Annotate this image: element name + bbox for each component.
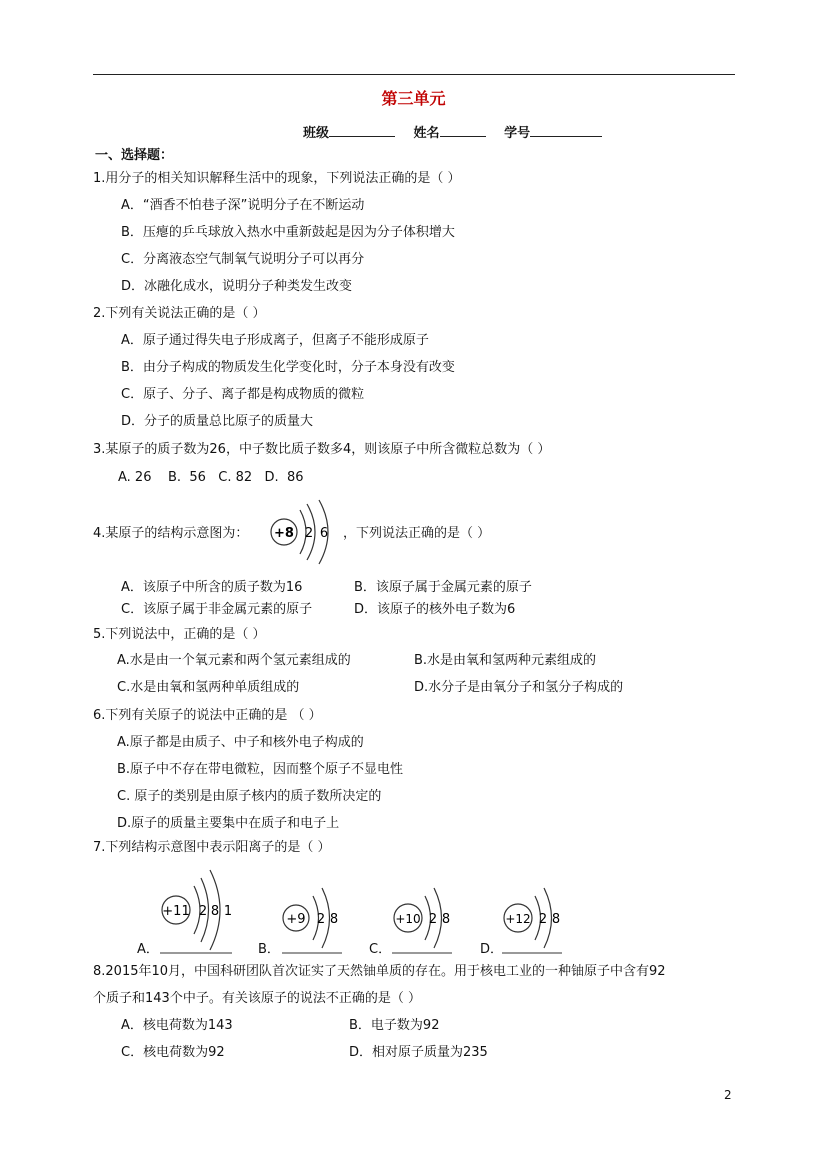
q4-option-c: C．该原子属于非金属元素的原子 [121,602,313,617]
q7-stem: 7.下列结构示意图中表示阳离子的是（ ） [93,840,331,855]
q2-option-b: B．由分子构成的物质发生化学变化时，分子本身没有改变 [121,360,455,375]
q7a-shell-1: 2 [198,904,208,919]
q8-option-b: B．电子数为92 [349,1018,440,1033]
q3-stem: 3.某原子的质子数为26，中子数比质子数多4，则该原子中所含微粒总数为（ ） [93,442,551,457]
q8-line-2: 个质子和143个中子。有关该原子的说法不正确的是（ ） [93,991,421,1006]
q5-option-d: D.水分子是由氧分子和氢分子构成的 [414,680,624,695]
q7-letter-a: A． [137,942,159,957]
q4-shell-1: 2 [304,526,314,541]
q7c-shell-1: 2 [428,912,438,927]
q7-diagram-a[interactable] [158,860,236,956]
q6-option-a: A.原子都是由质子、中子和核外电子构成的 [117,735,364,750]
id-label: 学号 [504,126,531,141]
page-title: 第三单元 [381,89,446,108]
q4-stem-post: ，下列说法正确的是（ ） [343,526,491,541]
q5-option-b: B.水是由氧和氢两种元素组成的 [414,653,597,668]
q4-atom-diagram [267,496,343,568]
q6-option-b: B.原子中不存在带电微粒，因而整个原子不显电性 [117,762,404,777]
section-heading: 一、选择题： [95,148,174,163]
q7-diagram-b[interactable] [280,880,344,956]
q7a-shell-2: 8 [210,904,220,919]
q6-option-c: C. 原子的类别是由原子核内的质子数所决定的 [117,789,382,804]
q7d-shell-1: 2 [538,912,548,927]
q4-nucleus-label: +8 [274,526,294,541]
q3-options: A. 26 B. 56 C. 82 D. 86 [118,470,304,485]
q7d-shell-2: 8 [551,912,561,927]
q6-option-d: D.原子的质量主要集中在质子和电子上 [117,816,340,831]
q7d-nucleus: +12 [505,912,531,926]
name-label: 姓名 [413,126,440,141]
q5-option-a: A.水是由一个氧元素和两个氢元素组成的 [117,653,351,668]
q4-option-a: A．该原子中所含的质子数为16 [121,580,303,595]
name-blank[interactable] [440,124,486,137]
q4-stem-pre: 4.某原子的结构示意图为： [93,526,249,541]
q7c-nucleus: +10 [395,912,421,926]
q7-diagram-c[interactable] [390,880,454,956]
q7-letter-d: D． [480,942,504,957]
q5-option-c: C.水是由氧和氢两种单质组成的 [117,680,300,695]
q8-option-a: A．核电荷数为143 [121,1018,233,1033]
q8-option-d: D．相对原子质量为235 [349,1045,488,1060]
q1-option-d: D．冰融化成水，说明分子种类发生改变 [121,279,353,294]
q2-option-d: D．分子的质量总比原子的质量大 [121,414,314,429]
q8-option-c: C．核电荷数为92 [121,1045,225,1060]
q7a-nucleus: +11 [162,904,190,919]
q2-option-a: A．原子通过得失电子形成离子，但离子不能形成原子 [121,333,429,348]
q7b-shell-1: 2 [316,912,326,927]
q7c-shell-2: 8 [441,912,451,927]
q2-stem: 2.下列有关说法正确的是（ ） [93,306,266,321]
q8-line-1: 8.2015年10月，中国科研团队首次证实了天然铀单质的存在。用于核电工业的一种铀原子中含有92 [93,964,666,979]
q5-stem: 5.下列说法中，正确的是（ ） [93,627,266,642]
header-rule [93,74,735,75]
page-number: 2 [724,1088,732,1102]
class-label: 班级 [303,126,330,141]
q1-option-a: A．“酒香不怕巷子深”说明分子在不断运动 [121,198,365,213]
q4-shell-2: 6 [319,526,329,541]
q4-option-d: D．该原子的核外电子数为6 [354,602,516,617]
q6-stem: 6.下列有关原子的说法中正确的是 （ ） [93,708,322,723]
id-blank[interactable] [530,124,602,137]
q7a-shell-3: 1 [223,904,233,919]
q2-option-c: C．原子、分子、离子都是构成物质的微粒 [121,387,365,402]
q7-diagram-d[interactable] [500,880,564,956]
q1-stem: 1.用分子的相关知识解释生活中的现象，下列说法正确的是（ ） [93,171,461,186]
q7-letter-c: C． [369,942,392,957]
q7-letter-b: B． [258,942,280,957]
class-blank[interactable] [329,124,395,137]
q1-option-c: C．分离液态空气制氧气说明分子可以再分 [121,252,365,267]
q4-option-b: B．该原子属于金属元素的原子 [354,580,532,595]
q7b-nucleus: +9 [286,912,306,927]
q7b-shell-2: 8 [329,912,339,927]
q1-option-b: B．压瘪的乒乓球放入热水中重新鼓起是因为分子体积增大 [121,225,455,240]
student-info-line [303,124,602,142]
